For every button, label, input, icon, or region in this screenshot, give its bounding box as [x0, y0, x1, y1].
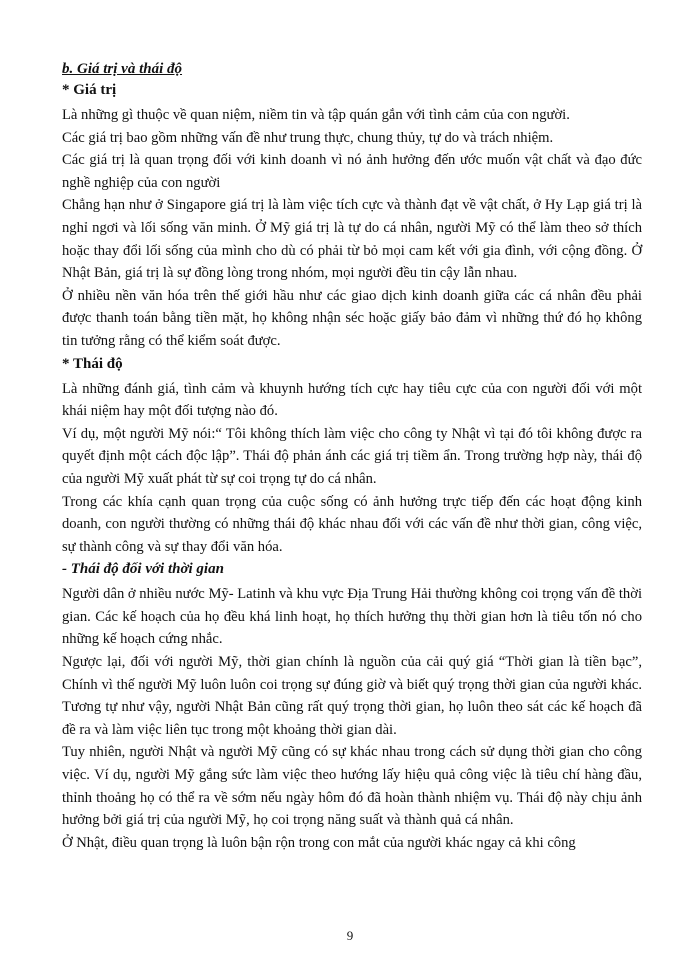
- attitude-heading: * Thái độ: [62, 355, 123, 372]
- section-heading: b. Giá trị và thái độ: [62, 61, 183, 77]
- document-page: [62, 60, 642, 854]
- time-paragraph: Tuy nhiên, người Nhật và người Mỹ cũng có sự khác nhau trong cách sử dụng thời gian cho công việc. Ví dụ, người Mỹ gắng sức làm việc theo hướng lấy hiệu quả công việc là tiêu chí hàng đầu, thỉnh thoảng họ có thể ra về sớm nếu ngày hôm đó đã hoàn thành nhiệm vụ. Thái độ này chịu ảnh hưởng bởi giá trị của người Mỹ, họ coi trọng năng suất và thành quả cá nhân.: [62, 744, 642, 829]
- values-paragraph: Các giá trị là quan trọng đối với kinh doanh vì nó ảnh hưởng đến ước muốn vật chất và đạo đức nghề nghiệp của con người: [62, 152, 642, 191]
- time-attitude-heading: - Thái độ đối với thời gian: [62, 561, 224, 578]
- attitude-paragraph: Trong các khía cạnh quan trọng của cuộc sống có ảnh hưởng trực tiếp đến các hoạt động kinh doanh, con người thường có những thái độ khác nhau đối với các vấn đề như thời gian, công việc, sự thành công và sự thay đổi văn hóa.: [62, 493, 642, 555]
- page-number: 9: [346, 928, 354, 943]
- values-paragraph: Ở nhiều nền văn hóa trên thế giới hầu như các giao dịch kinh doanh giữa các cá nhân đều phải được thanh toán bằng tiền mặt, họ không nhận séc hoặc giấy bảo đảm vì những thứ đó họ không tin tưởng rằng có thể kiểm soát được.: [62, 287, 642, 349]
- attitude-paragraph: Là những đánh giá, tình cảm và khuynh hướng tích cực hay tiêu cực của con người đối với một khái niệm hay một đối tượng nào đó.: [62, 380, 642, 420]
- values-paragraph: Là những gì thuộc về quan niệm, niềm tin và tập quán gắn với tình cảm của con người.: [62, 107, 570, 123]
- time-paragraph: Ở Nhật, điều quan trọng là luôn bận rộn trong con mắt của người khác ngay cả khi công: [62, 834, 576, 851]
- attitude-paragraph: Ví dụ, một người Mỹ nói:“ Tôi không thích làm việc cho công ty Nhật vì tại đó tôi không được ra quyết định một cách độc lập”. Thái độ phản ánh các giá trị tiềm ẩn. Trong trường hợp này, thái độ của người Mỹ xuất phát từ sự coi trọng tự do cá nhân.: [62, 425, 642, 487]
- time-paragraph: Người dân ở nhiều nước Mỹ- Latinh và khu vực Địa Trung Hải thường không coi trọng vấn đề thời gian. Các kế hoạch của họ đều khá linh hoạt, họ thích hưởng thụ thời gian hơn là tiêu tốn nó cho những kế hoạch cứng nhắc.: [62, 586, 642, 648]
- values-heading: * Giá trị: [62, 82, 117, 98]
- time-paragraph: Ngược lại, đối với người Mỹ, thời gian chính là nguồn của cải quý giá “Thời gian là tiền bạc”, Chính vì thế người Mỹ luôn luôn coi trọng sự đúng giờ và biết quý trọng thời gian của người khác. Tương tự như vậy, người Nhật Bản cũng rất quý trọng thời gian, họ luôn theo sát các kế hoạch đã đề ra và làm việc liên tục trong một khoảng thời gian dài.: [62, 654, 642, 738]
- values-paragraph: Các giá trị bao gồm những vấn đề như trung thực, chung thủy, tự do và trách nhiệm.: [62, 129, 554, 146]
- values-paragraph: Chẳng hạn như ở Singapore giá trị là làm việc tích cực và thành đạt về vật chất, ở Hy Lạp giá trị là nghỉ ngơi và lối sống văn minh. Ở Mỹ giá trị là tự do cá nhân, người Mỹ có thể làm theo sở thích hoặc thay đổi lối sống của mình cho dù có phải từ bỏ mọi cam kết với gia đình, với cộng đồng. Ở Nhật Bản, giá trị là sự đồng lòng trong nhóm, mọi người đều tin cậy lẫn nhau.: [62, 197, 642, 282]
